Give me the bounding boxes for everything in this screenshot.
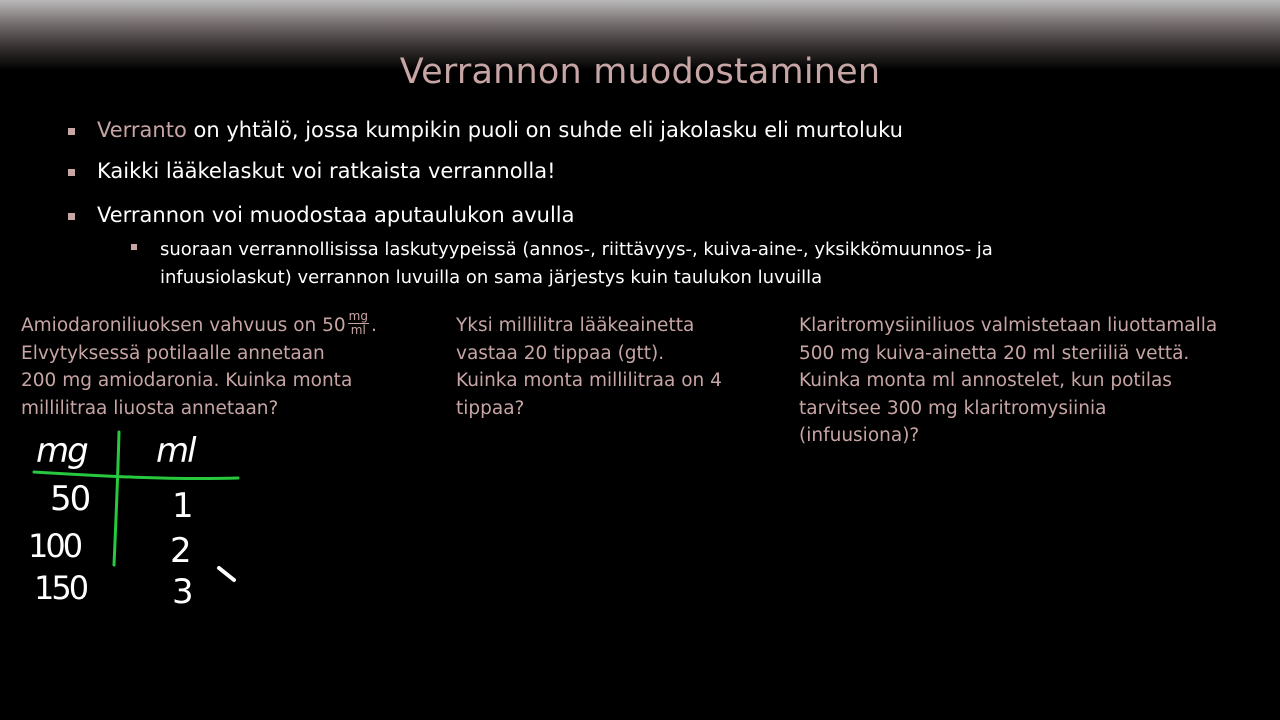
table-header-mg: mg <box>36 431 87 471</box>
fraction-mg-per-ml: $\frac{mg}{ml}$ <box>348 308 368 337</box>
problem-line: Elvytyksessä potilaalle annetaan <box>21 342 325 364</box>
problem-line: (infuusiona)? <box>799 425 920 446</box>
problem-line: millilitraa liuosta annetaan? <box>21 397 279 419</box>
table-cell-right-3: 3 <box>172 572 194 612</box>
problem-line: tippaa? <box>456 397 525 419</box>
table-cell-left-3: 150 <box>34 569 87 607</box>
sub-bullet-text: suoraan verrannollisissa laskutyypeissä (annos-, riittävyys-, kuiva-aine-, yksikkömuunnos- ja infuusiolaskut) verrannon luvuilla on sama järjestys kuin taulukon luvuilla <box>160 239 993 288</box>
table-cell-right-2: 2 <box>170 531 192 571</box>
problem-line: Kuinka monta millilitraa on 4 <box>456 370 722 391</box>
table-cell-right-1: 1 <box>172 486 194 526</box>
problem-line: Yksi millilitra lääkeainetta <box>456 315 695 336</box>
problem-line: Klaritromysiiniliuos valmistetaan liuottamalla <box>799 315 1218 336</box>
bullet-text: Verrannon voi muodostaa aputaulukon avulla <box>97 203 575 227</box>
bullet-text: Verranto on yhtälö, jossa kumpikin puoli on suhde eli jakolasku eli murtoluku <box>97 118 903 142</box>
bullet-text: Kaikki lääkelaskut voi ratkaista verrannolla! <box>97 159 556 183</box>
table-horizontal-line <box>34 472 238 479</box>
table-cell-left-2: 100 <box>28 527 81 565</box>
problem-line: Amiodaroniliuoksen vahvuus on 50 $\frac{mg}{ml}$ . <box>21 308 377 337</box>
table-header-ml: ml <box>156 431 195 471</box>
table-vertical-line <box>114 432 119 565</box>
problem-line: 500 mg kuiva-ainetta 20 ml steriiliä vettä. <box>799 342 1190 364</box>
problem-line: Kuinka monta ml annostelet, kun potilas <box>799 370 1172 391</box>
pen-cursor-icon <box>219 568 234 580</box>
term-highlight: Verranto <box>97 118 187 142</box>
problem-line: tarvitsee 300 mg klaritromysiinia <box>799 397 1107 419</box>
problem-line: vastaa 20 tippaa (gtt). <box>456 342 665 364</box>
slide-title: Verrannon muodostaminen <box>399 52 881 92</box>
problem-line: 200 mg amiodaronia. Kuinka monta <box>21 370 353 391</box>
table-cell-left-1: 50 <box>50 479 90 519</box>
